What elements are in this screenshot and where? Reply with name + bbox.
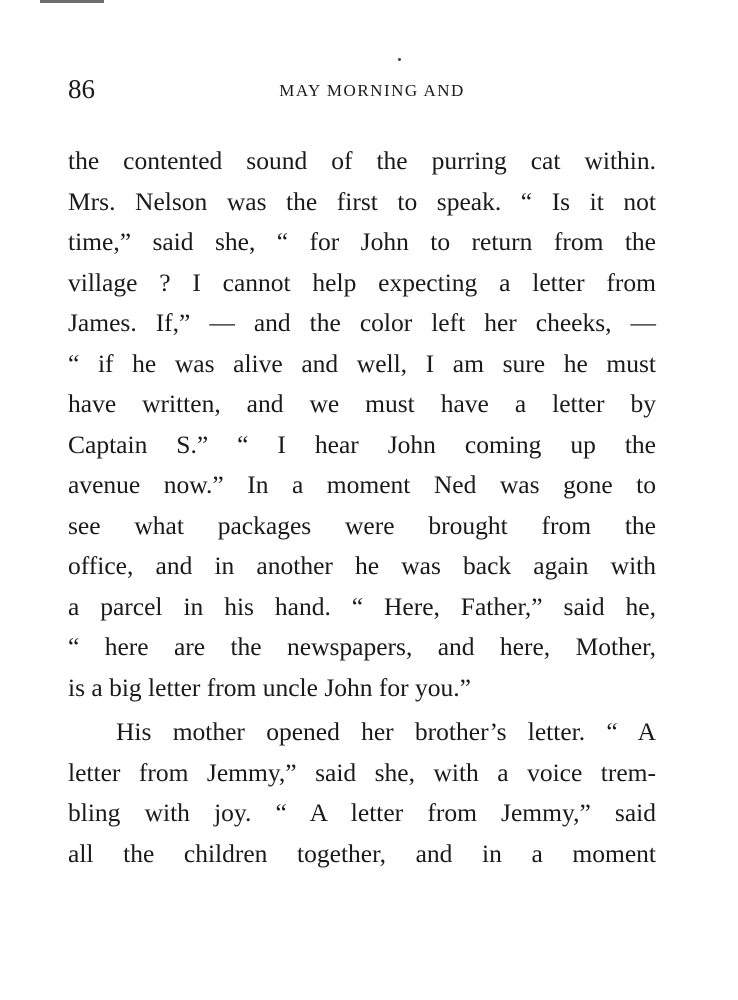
text-line: bling with joy. “ A letter from Jemmy,” said [68,798,656,827]
text-line: Captain S.” “ I hear John coming up the [68,429,656,459]
paragraph [68,141,656,708]
text-line: Mrs. Nelson was the first to speak. “ Is it not [68,186,656,216]
page-number: 86 [68,74,95,104]
body-text [68,141,656,874]
text-line: letter from Jemmy,” said she, with a voice trem- [68,757,656,787]
text-line: “ here are the newspapers, and here, Mother, [68,632,656,661]
page-header [68,72,656,106]
running-title: MAY MORNING AND [279,81,465,100]
text-line: “ if he was alive and well, I am sure he must [68,348,656,378]
text-line: a parcel in his hand. “ Here, Father,” said he, [68,591,656,621]
text-line: avenue now.” In a moment Ned was gone to [68,470,656,499]
text-line: the contented sound of the purring cat within. [68,146,656,175]
page-edge-mark [40,0,104,3]
paragraph [68,712,656,874]
text-line: James. If,” — and the color left her cheeks, — [68,308,656,337]
print-speck [398,58,401,61]
text-line: time,” said she, “ for John to return from the [68,227,656,256]
text-line: His mother opened her brother’s letter. “ A [116,717,656,746]
text-line: village ? I cannot help expecting a letter from [68,267,656,297]
text-line: all the children together, and in a moment [68,838,656,868]
text-line: have written, and we must have a letter by [68,389,656,418]
text-line: is a big letter from uncle John for you.” [68,672,471,702]
text-line: see what packages were brought from the [68,510,656,540]
text-line: office, and in another he was back again with [68,551,656,580]
